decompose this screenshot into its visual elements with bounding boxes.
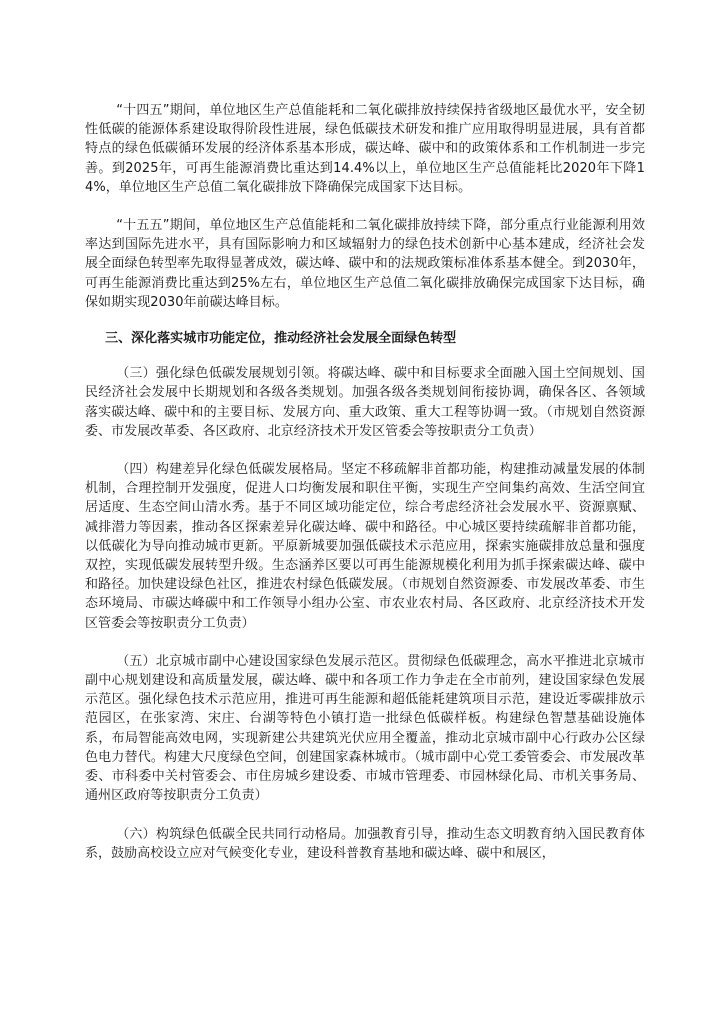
- paragraph-spacer: [85, 348, 645, 364]
- document-page: [85, 101, 645, 863]
- paragraph-item-4: （四）构建差异化绿色低碳发展格局。坚定不移疏解非首都功能，构建推动减量发展的体制机制，合理控制开发强度，促进人口均衡发展和职住平衡，实现生产空间集约高效、生活空间宜居适度、生态空间山清水秀。基于不同区域功能定位，综合考虑经济社会发展水平、资源禀赋、减排潜力等因素，推动各区探索差异化碳达峰、碳中和路径。中心城区要持续疏解非首都功能，以低碳化为导向推动城市更新。平原新城要加强低碳技术示范应用，探索实施碳排放总量和强度双控，实现低碳发展转型升级。生态涵养区要以可再生能源规模化利用为抓手探索碳达峰、碳中和路径。加快建设绿色社区，推进农村绿色低碳发展。（市规划自然资源委、市发展改革委、市生态环境局、市碳达峰碳中和工作领导小组办公室、市农业农村局、各区政府、北京经济技术开发区管委会等按职责分工负责）: [85, 462, 645, 631]
- paragraph-14th-five-year-plan: “十四五”期间，单位地区生产总值能耗和二氧化碳排放持续保持省级地区最优水平，安全韧性低碳的能源体系建设取得阶段性进展，绿色低碳技术研发和推广应用取得明显进展，具有首都特点的绿色低碳循环发展的经济体系基本形成，碳达峰、碳中和的政策体系和工作机制进一步完善。到2025年，可再生能源消费比重达到14.4%以上，单位地区生产总值能耗比2020年下降14%，单位地区生产总值二氧化碳排放下降确保完成国家下达目标。: [85, 103, 645, 195]
- paragraph-spacer: [85, 806, 645, 825]
- paragraph-item-3: （三）强化绿色低碳发展规划引领。将碳达峰、碳中和目标要求全面融入国土空间规划、国民经济社会发展中长期规划和各级各类规划。加强各级各类规划间衔接协调，确保各区、各领域落实碳达峰、碳中和的主要目标、发展方向、重大政策、重大工程等协调一致。（市规划自然资源委、市发展改革委、各区政府、北京经济技术开发区管委会等按职责分工负责）: [85, 366, 645, 439]
- paragraph-spacer: [85, 633, 645, 652]
- paragraph-spacer: [85, 312, 645, 329]
- paragraph-item-5: （五）北京城市副中心建设国家绿色发展示范区。贯彻绿色低碳理念，高水平推进北京城市副中心规划建设和高质量发展，碳达峰、碳中和各项工作力争走在全市前列，建设国家绿色发展示范区。强化绿色技术示范应用，推进可再生能源和超低能耗建筑项目示范，建设近零碳排放示范园区，在张家湾、宋庄、台湖等特色小镇打造一批绿色低碳样板。构建绿色智慧基础设施体系，布局智能高效电网，实现新建公共建筑光伏应用全覆盖，推动北京城市副中心行政办公区绿色电力替代。构建大尺度绿色空间，创建国家森林城市。（城市副中心党工委管委会、市发展改革委、市科委中关村管委会、市住房城乡建设委、市城市管理委、市园林绿化局、市机关事务局、通州区政府等按职责分工负责）: [85, 653, 645, 804]
- section-heading-3: 三、深化落实城市功能定位，推动经济社会发展全面绿色转型: [105, 331, 457, 347]
- paragraph-spacer: [85, 441, 645, 460]
- paragraph-spacer: [85, 197, 645, 216]
- paragraph-item-6: （六）构筑绿色低碳全民共同行动格局。加强教育引导，推动生态文明教育纳入国民教育体系，鼓励高校设立应对气候变化专业，建设科普教育基地和碳达峰、碳中和展区，: [85, 826, 645, 861]
- paragraph-15th-five-year-plan: “十五五”期间，单位地区生产总值能耗和二氧化碳排放持续下降，部分重点行业能源利用效率达到国际先进水平，具有国际影响力和区域辐射力的绿色技术创新中心基本建成，经济社会发展全面绿色转型率先取得显著成效，碳达峰、碳中和的法规政策标准体系基本健全。到2030年，可再生能源消费比重达到25%左右，单位地区生产总值二氧化碳排放确保完成国家下达目标，确保如期实现2030年前碳达峰目标。: [85, 218, 645, 310]
